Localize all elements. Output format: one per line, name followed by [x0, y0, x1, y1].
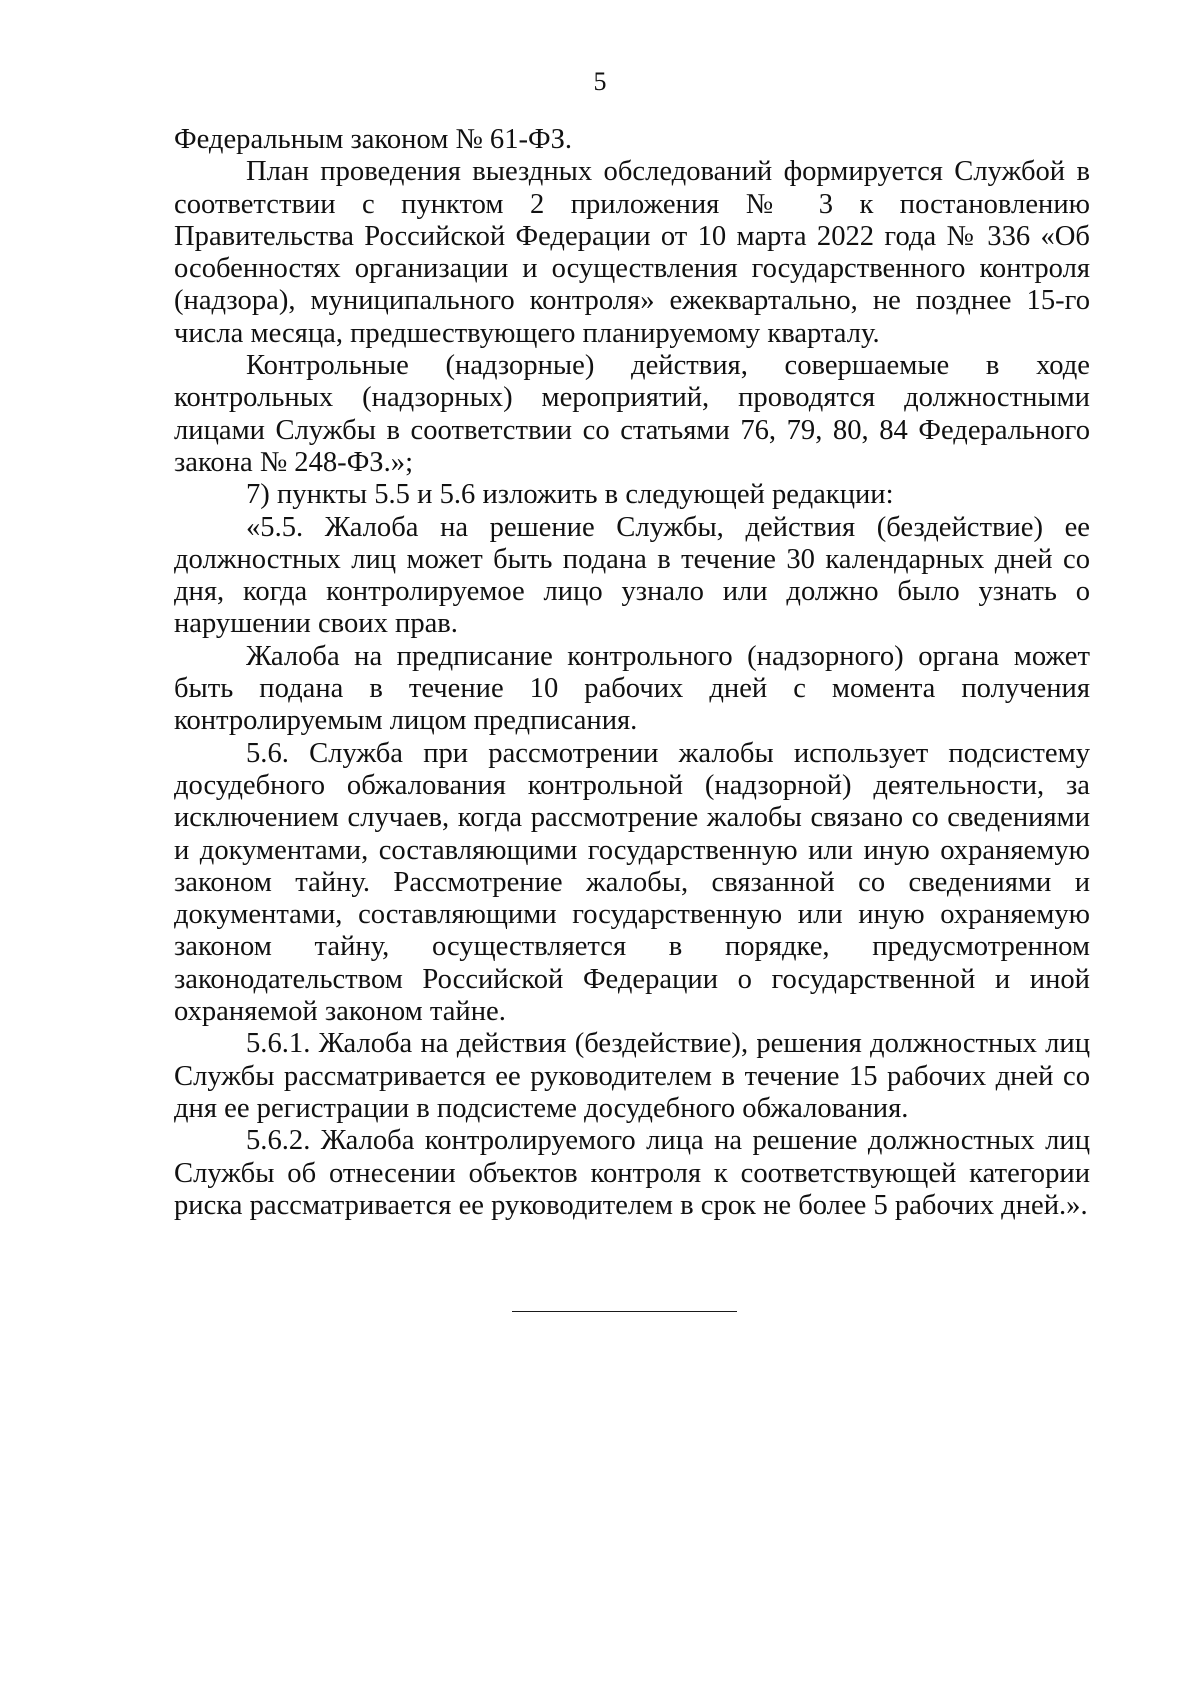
paragraph-inspection-plan: План проведения выездных обследований формируется Службой в соответствии с пунктом 2 приложения № 3 к постановлению Правительства Российской Федерации от 10 марта 2022 года № 336 «Об особенностях организации и осуществления государственного контроля (надзора), муниципального контроля» ежеквартально, не позднее 15-го числа месяца, предшествующего планируемому кварталу.: [174, 156, 1090, 349]
paragraph-control-actions: Контрольные (надзорные) действия, совершаемые в ходе контрольных (надзорных) мероприятий, проводятся должностными лицами Службы в соответствии со статьями 76, 79, 80, 84 Федерального закона № 248-ФЗ.»;: [174, 350, 1090, 478]
paragraph-clause-5-5: «5.5. Жалоба на решение Службы, действия (бездействие) ее должностных лиц может быть подана в течение 30 календарных дней со дня, когда контролируемое лицо узнало или должно было узнать о нарушении своих прав.: [174, 511, 1090, 640]
paragraph-clause-5-6: 5.6. Служба при рассмотрении жалобы использует подсистему досудебного обжалования контрольной (надзорной) деятельности, за исключением случаев, когда рассмотрение жалобы связано со сведениями и документами, составляющими государственную или иную охраняемую законом тайну. Рассмотрение жалобы, связанной со сведениями и документами, составляющими государственную или иную охраняемую законом тайну, осуществляется в порядке, предусмотренном законодательством Российской Федерации о государственной и иной охраняемой законом тайне.: [174, 737, 1090, 1028]
paragraph-continuation: Федеральным законом № 61-ФЗ.: [174, 124, 573, 155]
paragraph-amendment-item-7: 7) пункты 5.5 и 5.6 изложить в следующей редакции:: [246, 479, 894, 511]
paragraph-order-complaint: Жалоба на предписание контрольного (надзорного) органа может быть подана в течение 10 рабочих дней с момента получения контролируемым лицом предписания.: [174, 640, 1090, 737]
page-number: 5: [593, 67, 607, 96]
document-body: [174, 124, 1090, 1222]
closing-divider: [512, 1311, 737, 1312]
paragraph-clause-5-6-1: 5.6.1. Жалоба на действия (бездействие), решения должностных лиц Службы рассматривается ее руководителем в течение 15 рабочих дней со дня ее регистрации в подсистеме досудебного обжалования.: [174, 1028, 1090, 1124]
paragraph-clause-5-6-2: 5.6.2. Жалоба контролируемого лица на решение должностных лиц Службы об отнесении объектов контроля к соответствующей категории риска рассматривается ее руководителем в срок не более 5 рабочих дней.».: [174, 1125, 1090, 1221]
